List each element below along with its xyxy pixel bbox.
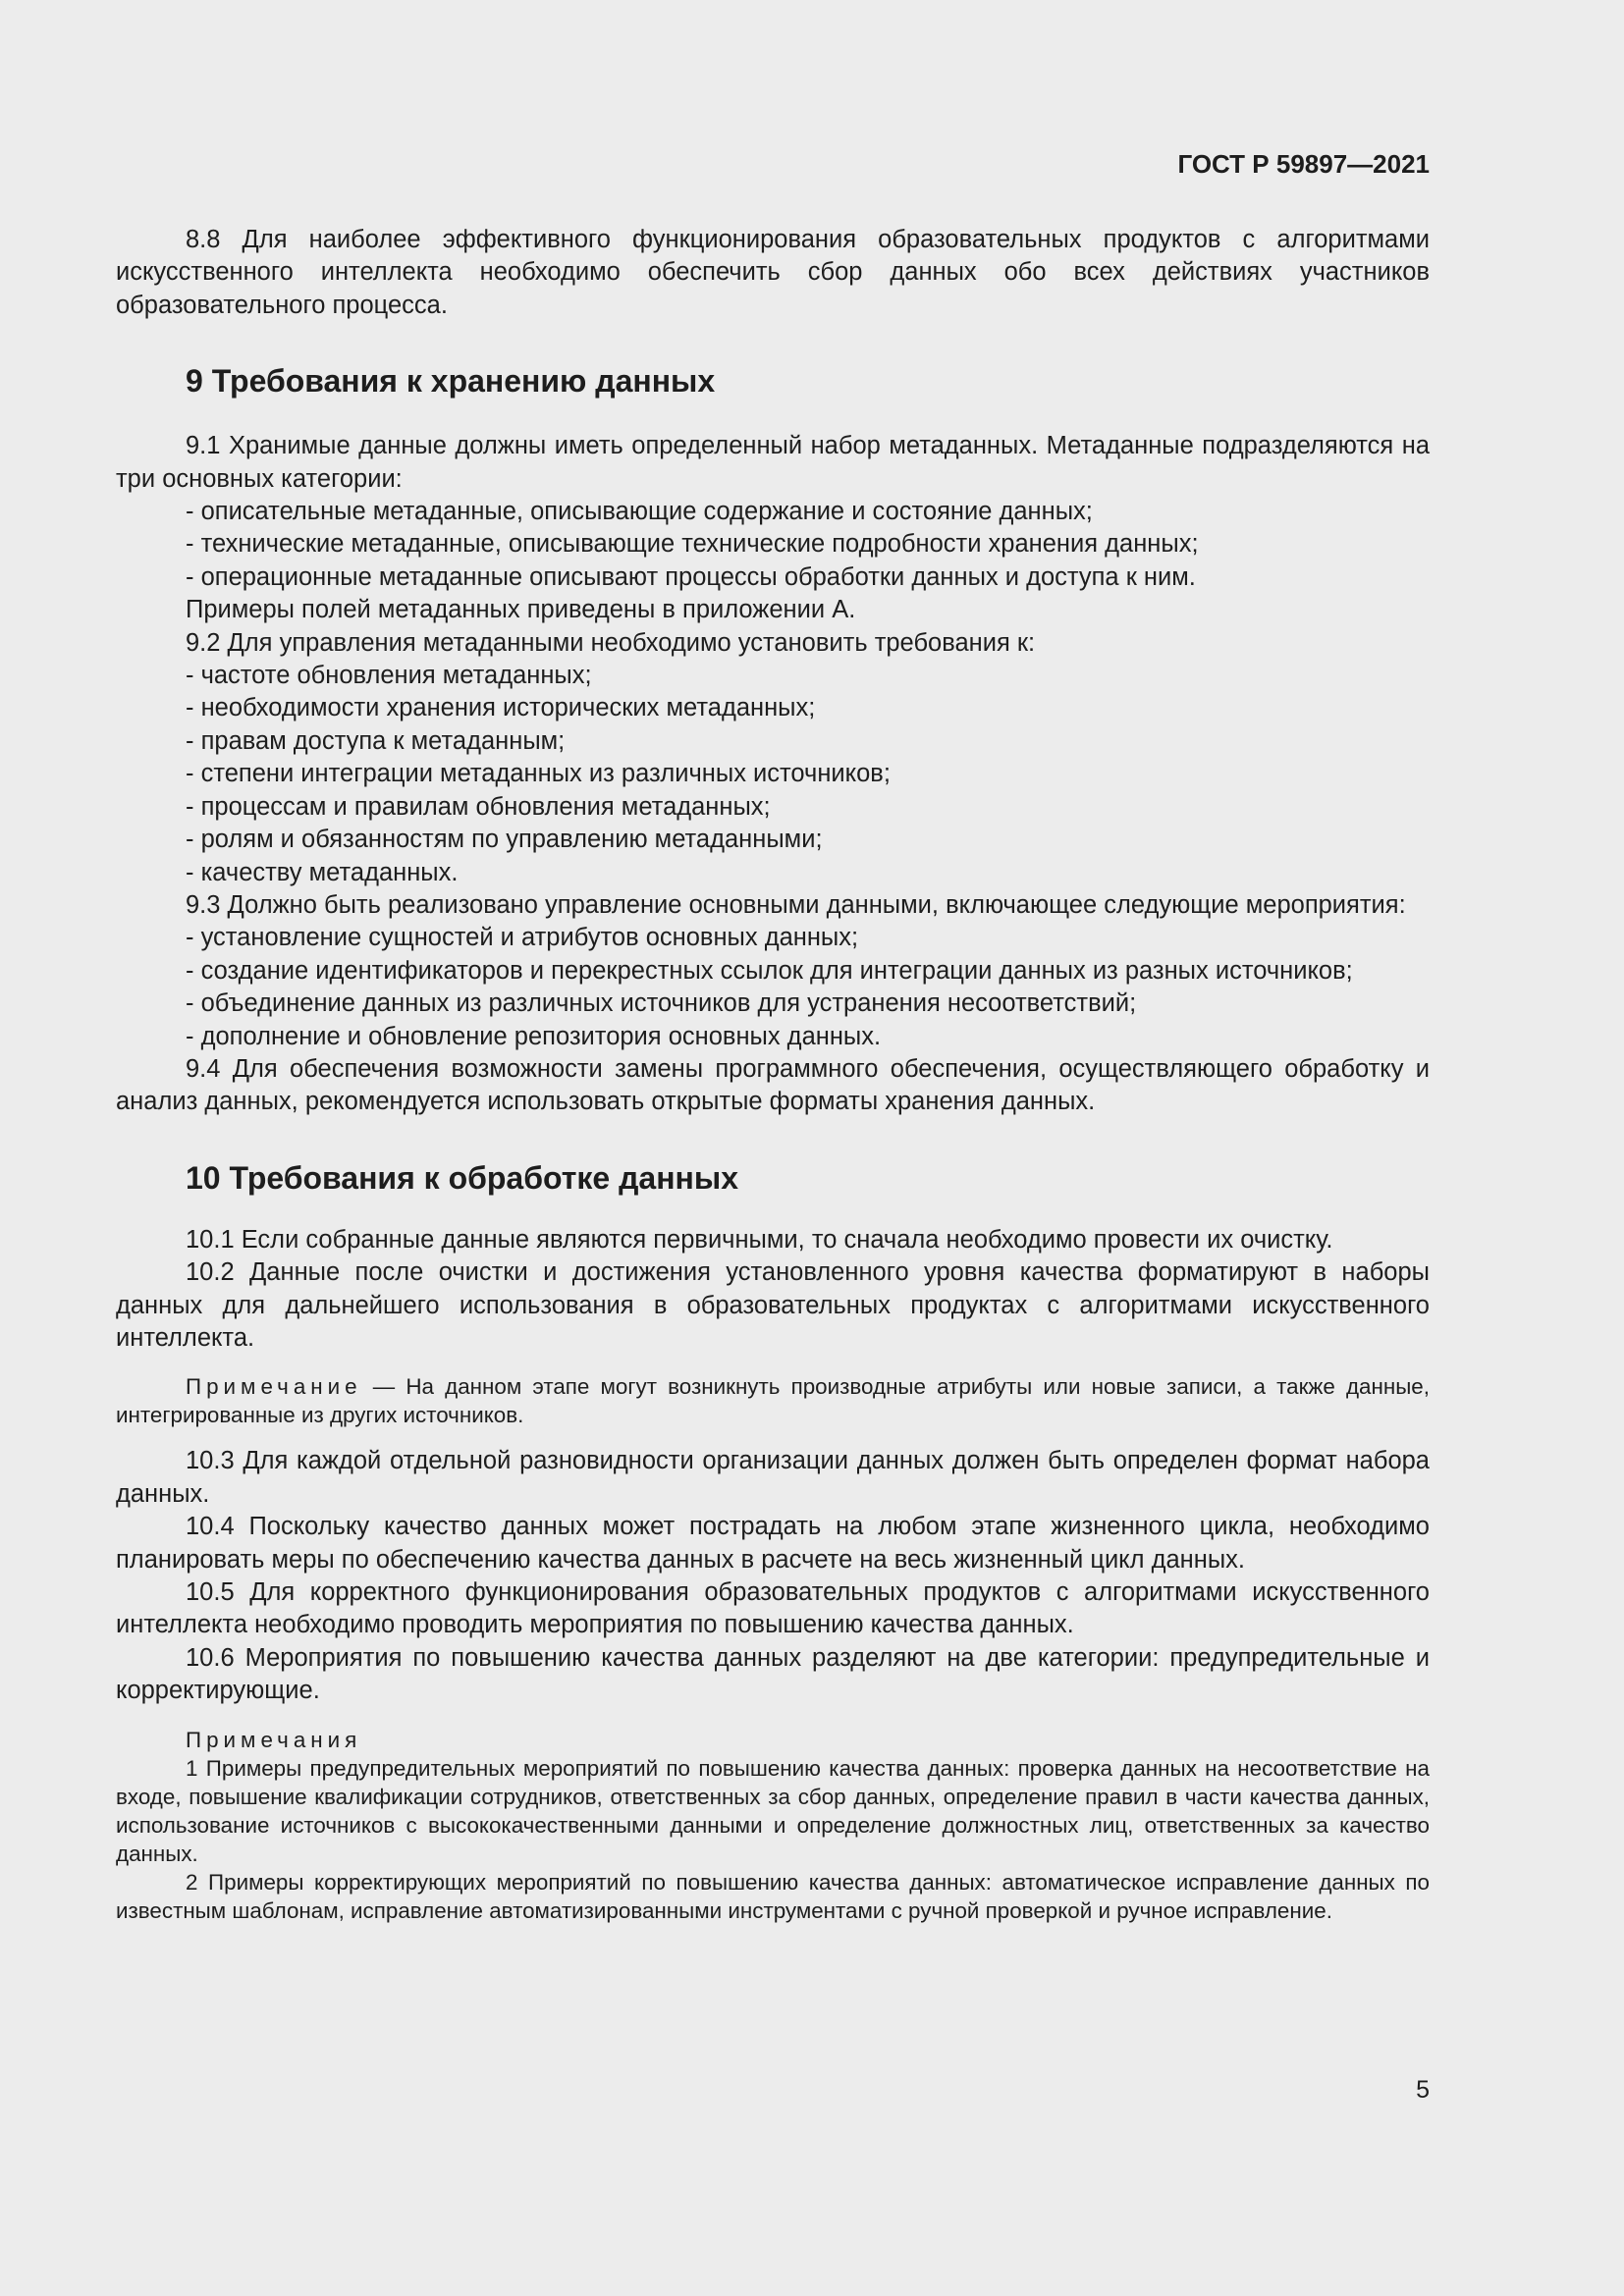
list-item: - необходимости хранения исторических метаданных; xyxy=(186,694,816,722)
list-item: - ролям и обязанностям по управлению метаданными; xyxy=(186,826,823,854)
clause-8-8: 8.8 Для наиболее эффективного функционирования образовательных продуктов с алгоритмами искусственного интеллекта необходимо обеспечить сбор данных обо всех действиях участников образовательного процесса. xyxy=(116,226,1430,319)
list-item: - создание идентификаторов и перекрестных ссылок для интеграции данных из разных источников; xyxy=(186,956,1353,985)
note-dash: — xyxy=(361,1374,406,1400)
clause-10-5: 10.5 Для корректного функционирования образовательных продуктов с алгоритмами искусственного интеллекта необходимо проводить мероприятия по повышению качества данных. xyxy=(116,1578,1430,1639)
note-10-2 xyxy=(116,1372,1430,1429)
clause-10-1: 10.1 Если собранные данные являются первичными, то сначала необходимо провести их очистку. xyxy=(186,1225,1333,1254)
clause-9-1-tail: Примеры полей метаданных приведены в приложении А. xyxy=(186,596,856,624)
list-item: - операционные метаданные описывают процессы обработки данных и доступа к ним. xyxy=(186,562,1196,591)
note-item: 1 Примеры предупредительных мероприятий по повышению качества данных: проверка данных на несоответствие на входе, повышение квалификации сотрудников, ответственных за сбор данных, определение правил в части качества данных, использование источников с высококачественными данными и определение должностных лиц, ответственных за качество данных. xyxy=(116,1755,1430,1866)
list-item: - описательные метаданные, описывающие содержание и состояние данных; xyxy=(186,498,1093,526)
clause-10-6: 10.6 Мероприятия по повышению качества данных разделяют на две категории: предупредительные и корректирующие. xyxy=(116,1643,1430,1705)
clause-10-3: 10.3 Для каждой отдельной разновидности организации данных должен быть определен формат набора данных. xyxy=(116,1447,1430,1508)
list-item: - качеству метаданных. xyxy=(186,858,459,886)
clause-9-1: 9.1 Хранимые данные должны иметь определенный набор метаданных. Метаданные подразделяются на три основных категории: xyxy=(116,432,1430,493)
standard-code-header: ГОСТ Р 59897—2021 xyxy=(1177,149,1430,179)
notes-title: Примечания xyxy=(186,1727,362,1752)
clause-10-4: 10.4 Поскольку качество данных может пострадать на любом этапе жизненного цикла, необходимо планировать меры по обеспечению качества данных в расчете на весь жизненный цикл данных. xyxy=(116,1513,1430,1574)
note-text: На данном этапе могут возникнуть производные атрибуты или новые записи, а также данные, интегрированные из других источников. xyxy=(116,1374,1430,1428)
list-item: - дополнение и обновление репозитория основных данных. xyxy=(186,1022,882,1050)
section-9-heading: 9 Требования к хранению данных xyxy=(186,363,716,400)
list-item: - частоте обновления метаданных; xyxy=(186,662,592,690)
list-item: - степени интеграции метаданных из различных источников; xyxy=(186,760,891,788)
clause-10-2: 10.2 Данные после очистки и достижения установленного уровня качества форматируют в наборы данных для дальнейшего использования в образовательных продуктах с алгоритмами искусственного интеллекта. xyxy=(116,1258,1430,1352)
page-body xyxy=(116,224,1430,1925)
list-item: - объединение данных из различных источников для устранения несоответствий; xyxy=(186,989,1137,1018)
clause-9-2: 9.2 Для управления метаданными необходимо установить требования к: xyxy=(186,628,1036,657)
list-item: - технические метаданные, описывающие технические подробности хранения данных; xyxy=(186,530,1199,559)
list-item: - процессам и правилам обновления метаданных; xyxy=(186,792,771,821)
list-item: - установление сущностей и атрибутов основных данных; xyxy=(186,924,859,952)
list-item: - правам доступа к метаданным; xyxy=(186,726,566,755)
page-number: 5 xyxy=(1416,2076,1430,2104)
clause-9-3: 9.3 Должно быть реализовано управление основными данными, включающее следующие мероприятия: xyxy=(186,890,1406,919)
clause-9-4: 9.4 Для обеспечения возможности замены программного обеспечения, осуществляющего обработку и анализ данных, рекомендуется использовать открытые форматы хранения данных. xyxy=(116,1054,1430,1116)
section-10-heading: 10 Требования к обработке данных xyxy=(186,1159,738,1196)
note-item: 2 Примеры корректирующих мероприятий по повышению качества данных: автоматическое исправление данных по известным шаблонам, исправление автоматизированными инструментами с ручной проверкой и ручное исправление. xyxy=(116,1869,1430,1923)
note-label: Примечание xyxy=(186,1374,362,1400)
